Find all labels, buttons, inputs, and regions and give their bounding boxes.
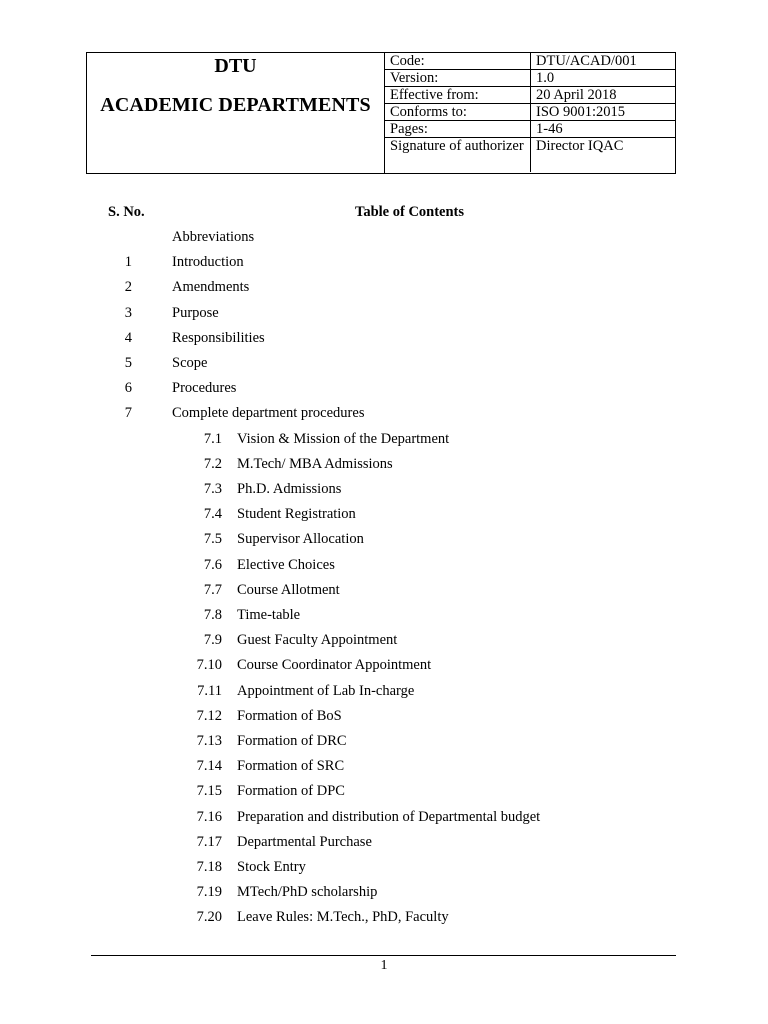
toc-entry-label: Complete department procedures <box>172 405 365 422</box>
meta-value: 20 April 2018 <box>531 87 676 104</box>
toc-entry-label: Student Registration <box>237 506 356 523</box>
toc-entry-number: 7.17 <box>196 833 222 850</box>
toc-entry-number: 7.16 <box>196 808 222 825</box>
toc-entry-number: 7.19 <box>196 884 222 901</box>
document-header-table <box>86 52 676 174</box>
toc-entry-label: Stock Entry <box>237 859 306 875</box>
toc-entry-label: Ph.D. Admissions <box>237 481 342 497</box>
toc-entry-number: 7.14 <box>196 758 222 775</box>
toc-entry-number: 3 <box>124 304 132 321</box>
toc-entry <box>0 631 768 649</box>
toc-entry-label: Responsibilities <box>172 329 265 346</box>
toc-entry-label: Appointment of Lab In-charge <box>237 682 415 699</box>
toc-entry-number: 7.15 <box>196 783 222 800</box>
meta-row <box>385 104 675 121</box>
toc-entry-label: Procedures <box>172 380 237 397</box>
toc-entry <box>0 732 768 750</box>
toc-entry-number: 7.10 <box>196 657 222 674</box>
toc-entry-number: 7.13 <box>196 733 222 749</box>
toc-entry-number: 1 <box>124 254 132 271</box>
toc-entry-label: Time-table <box>237 607 301 623</box>
toc-entry-label: Supervisor Allocation <box>237 531 364 548</box>
meta-key: Effective from: <box>385 87 531 104</box>
toc-entry-label: MTech/PhD scholarship <box>237 884 378 901</box>
toc-entry-label: Course Allotment <box>237 581 340 598</box>
toc-title: Table of Contents <box>355 204 465 220</box>
meta-key: Code: <box>385 53 531 70</box>
toc-entry-label: Formation of DRC <box>237 733 347 749</box>
toc-entry-label: Scope <box>172 355 208 371</box>
toc-entry <box>0 808 768 826</box>
toc-entry <box>0 480 768 498</box>
meta-value: 1-46 <box>531 121 676 138</box>
meta-row <box>385 138 675 173</box>
toc-entry-label: Introduction <box>172 254 244 271</box>
toc-entry-number: 2 <box>124 279 132 296</box>
toc-entry-number: 7.6 <box>203 556 222 573</box>
toc-entry <box>0 404 768 422</box>
toc-entry <box>0 682 768 700</box>
toc-entry-label: Abbreviations <box>172 229 255 245</box>
toc-entry-label: Elective Choices <box>237 556 335 573</box>
meta-value: ISO 9001:2015 <box>531 104 676 121</box>
meta-row <box>385 121 675 138</box>
meta-key: Signature of authorizer <box>385 138 531 173</box>
toc-entry <box>0 858 768 876</box>
toc-entry <box>0 278 768 296</box>
toc-entry-label: Vision & Mission of the Department <box>237 430 450 447</box>
meta-row <box>385 70 675 87</box>
toc-entry <box>0 556 768 574</box>
toc-entry <box>0 707 768 725</box>
meta-value: Director IQAC <box>536 138 624 154</box>
toc-entry <box>0 329 768 347</box>
toc-entry-number: 7.3 <box>203 481 222 497</box>
toc-entry <box>0 782 768 800</box>
toc-entry-number: 7.11 <box>197 682 222 699</box>
header-title-cell <box>87 53 385 173</box>
meta-row <box>385 87 675 104</box>
toc-entry-number: 4 <box>124 329 132 346</box>
toc-entry-number: 7.7 <box>203 581 222 598</box>
toc-entry-label: Leave Rules: M.Tech., PhD, Faculty <box>237 909 449 926</box>
meta-row <box>385 53 675 70</box>
toc-entry <box>0 883 768 901</box>
toc-entry <box>0 253 768 271</box>
toc-entry <box>0 757 768 775</box>
sno-column-header: S. No. <box>108 204 145 220</box>
toc-entry <box>0 455 768 473</box>
toc-entry <box>0 606 768 624</box>
toc-entry <box>0 354 768 372</box>
meta-key: Pages: <box>385 121 531 138</box>
toc-entry-number: 7.5 <box>203 531 222 548</box>
meta-key: Version: <box>385 70 531 87</box>
toc-entry-label: Purpose <box>172 304 219 321</box>
toc-entry-number: 7.1 <box>203 430 222 447</box>
page-number: 1 <box>380 958 388 973</box>
toc-entry-number: 7.12 <box>196 707 222 724</box>
toc-entry-label: Departmental Purchase <box>237 833 372 850</box>
toc-entry <box>0 430 768 448</box>
toc-entry-label: Preparation and distribution of Departmental budget <box>237 808 541 825</box>
toc-entry <box>0 379 768 397</box>
toc-entry-label: M.Tech/ MBA Admissions <box>237 455 393 472</box>
meta-key: Conforms to: <box>385 104 531 121</box>
toc-entry-number: 7.2 <box>203 455 222 472</box>
toc-entry-number: 5 <box>124 355 132 371</box>
toc-entry <box>0 581 768 599</box>
toc-entry <box>0 656 768 674</box>
organization-name: DTU <box>214 55 257 77</box>
toc-entry-label: Course Coordinator Appointment <box>237 657 432 674</box>
toc-entry <box>0 833 768 851</box>
document-control-table <box>385 53 675 172</box>
meta-value: DTU/ACAD/001 <box>531 53 676 70</box>
toc-entry <box>0 908 768 926</box>
toc-entry-label: Amendments <box>172 279 250 296</box>
toc-entry-number: 7.9 <box>203 632 222 649</box>
toc-entry-label: Formation of SRC <box>237 758 345 775</box>
toc-entry-number: 7.8 <box>203 607 222 623</box>
toc-entry <box>0 505 768 523</box>
toc-entry-number: 7 <box>124 405 132 422</box>
toc-entry <box>0 530 768 548</box>
document-title: ACADEMIC DEPARTMENTS <box>100 94 371 116</box>
toc-entry-label: Guest Faculty Appointment <box>237 632 398 649</box>
toc-entry-label: Formation of BoS <box>237 707 342 724</box>
toc-entry-number: 6 <box>124 380 132 397</box>
toc-entry-number: 7.18 <box>196 859 222 875</box>
toc-header <box>0 204 768 222</box>
toc-entry-label: Formation of DPC <box>237 783 345 800</box>
toc-entry-number: 7.20 <box>196 909 222 926</box>
toc-entry <box>0 304 768 322</box>
meta-value: 1.0 <box>531 70 676 87</box>
toc-entry-number: 7.4 <box>203 506 222 523</box>
toc-entry <box>0 228 768 246</box>
footer-divider <box>91 955 676 956</box>
